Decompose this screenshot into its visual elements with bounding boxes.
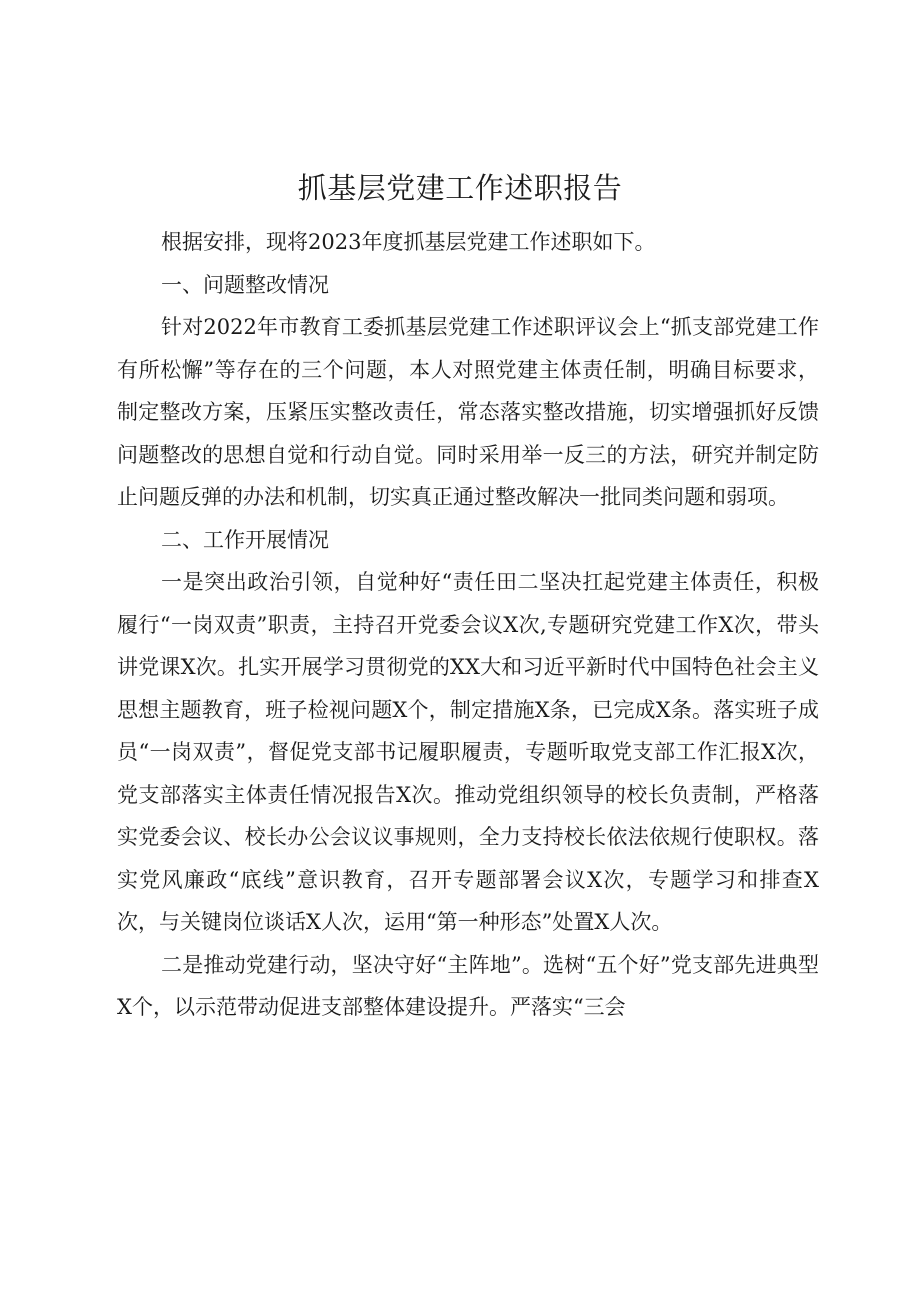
document-body — [117, 221, 819, 1029]
section-heading-work-progress: 二、工作开展情况 — [161, 527, 329, 552]
page-title: 抓基层党建工作述职报告 — [297, 171, 623, 205]
section-2-paragraph-1: 一是突出政治引领，自觉种好“责任田二坚决扛起党建主体责任，积极履行“一岗双责”职责，主持召开党委会议X次,专题研究党建工作X次，带头讲党课X次。扎实开展学习贯彻党的XX大和习近平新时代中国特色社会主义思想主题教育，班子检视问题X个，制定措施X条，已完成X条。落实班子成员“一岗双责”，督促党支部书记履职履责，专题听取党支部工作汇报X次，党支部落实主体责任情况报告X次。推动党组织领导的校长负责制，严格落实党委会议、校长办公会议议事规则，全力支持校长依法依规行使职权。落实党风廉政“底线”意识教育，召开专题部署会议X次，专题学习和排查X次，与关键岗位谈话X人次，运用“第一种形态”处置X人次。 — [117, 570, 819, 934]
section-1-paragraph-1: 针对2022年市教育工委抓基层党建工作述职评议会上“抓支部党建工作有所松懈”等存在的三个问题，本人对照党建主体责任制，明确目标要求，制定整改方案，压紧压实整改责任，常态落实整改措施，切实增强抓好反馈问题整改的思想自觉和行动自觉。同时采用举一反三的方法，研究并制定防止问题反弹的办法和机制，切实真正通过整改解决一批同类问题和弱项。 — [117, 315, 819, 509]
intro-paragraph: 根据安排，现将2023年度抓基层党建工作述职如下。 — [161, 230, 656, 254]
section-2-paragraph-2: 二是推动党建行动，坚决守好“主阵地”。选树“五个好”党支部先进典型X个，以示范带动促进支部整体建设提升。严落实“三会 — [117, 952, 819, 1019]
section-heading-problem-rectification: 一、问题整改情况 — [161, 272, 329, 297]
